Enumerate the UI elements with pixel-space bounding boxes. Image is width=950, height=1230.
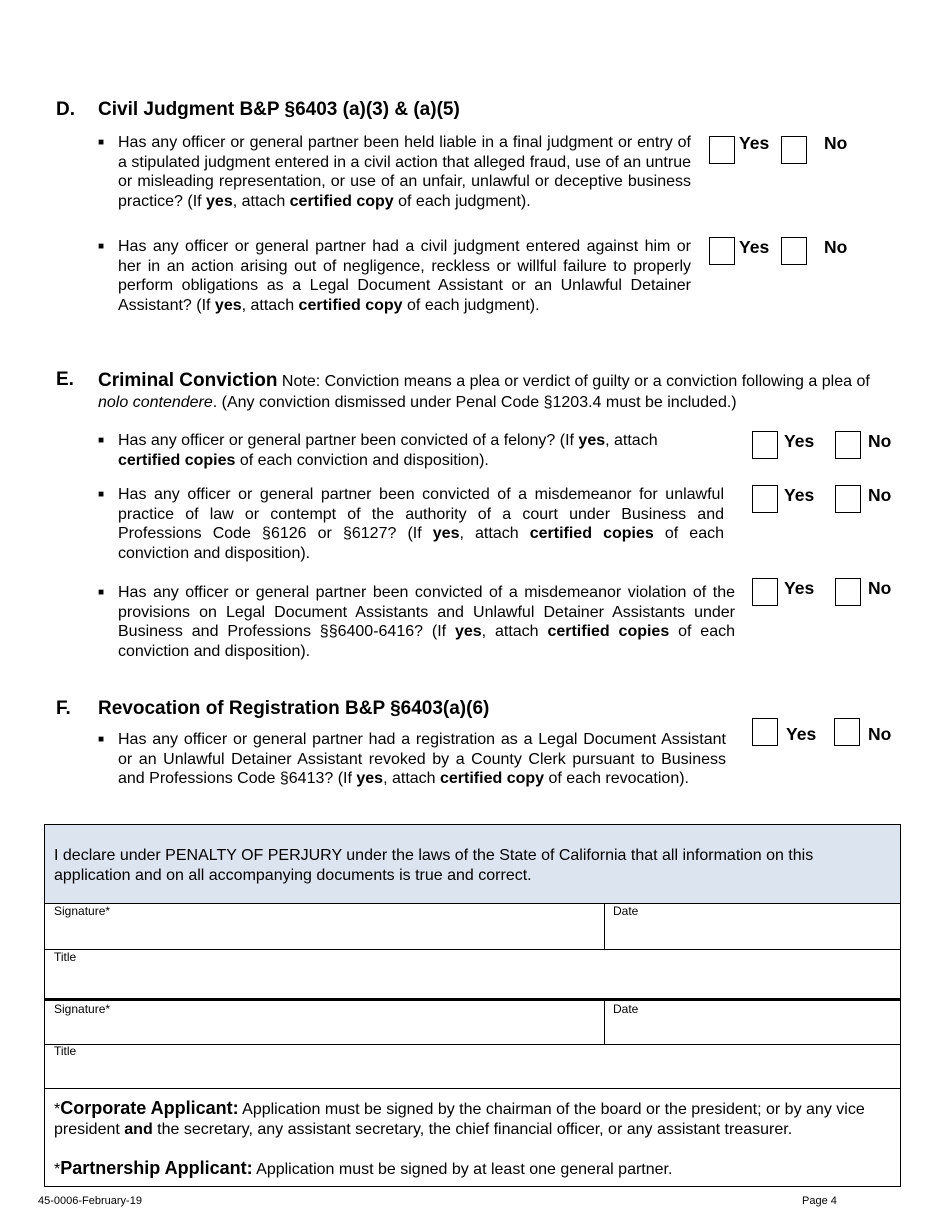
e2-no-label: No <box>868 485 892 505</box>
title-1-field[interactable] <box>45 950 900 998</box>
title-2-label: Title <box>54 1044 77 1058</box>
d1-no-label: No <box>824 133 848 153</box>
e1-yes-checkbox[interactable] <box>752 431 778 459</box>
bullet-icon: ■ <box>98 435 105 446</box>
signature-1-label: Signature* <box>54 904 111 918</box>
d1-yes-checkbox[interactable] <box>709 136 735 164</box>
e3-yes-checkbox[interactable] <box>752 578 778 606</box>
section-e-question-1: Has any officer or general partner been convicted of a felony? (If yes, attach certified copies of each conviction and disposition). <box>118 432 658 469</box>
bullet-icon: ■ <box>98 587 105 598</box>
partnership-applicant-note: *Partnership Applicant: Application must be signed by at least one general partner. <box>54 1158 673 1178</box>
date-1-label: Date <box>613 904 639 918</box>
bullet-icon: ■ <box>98 734 105 745</box>
section-e-question-2: Has any officer or general partner been convicted of a misdemeanor for unlawful practice of law or contempt of the authority of a court under Business and Professions Code §6126 or §6127? (If yes, attach certified copies of each conviction and disposition). <box>118 486 724 562</box>
section-e-letter: E. <box>56 369 74 390</box>
title-2-field[interactable] <box>45 1045 900 1088</box>
e2-yes-checkbox[interactable] <box>752 485 778 513</box>
signature-1-field[interactable] <box>45 904 604 949</box>
section-e-heading: Criminal Conviction Note: Conviction means a plea or verdict of guilty or a conviction following a plea of nolo contendere. (Any conviction dismissed under Penal Code §1203.4 must be included.) <box>98 370 870 411</box>
e3-no-label: No <box>868 578 892 598</box>
d2-yes-label: Yes <box>739 237 770 257</box>
title-1-label: Title <box>54 950 77 964</box>
f1-no-checkbox[interactable] <box>834 718 860 746</box>
section-f-title: Revocation of Registration B&P §6403(a)(6) <box>98 698 490 719</box>
form-id: 45-0006-February-19 <box>38 1195 142 1207</box>
signature-2-field[interactable] <box>45 1001 604 1044</box>
signature-2-label: Signature* <box>54 1002 111 1016</box>
declaration-statement-panel <box>45 825 900 904</box>
e1-yes-label: Yes <box>784 431 815 451</box>
section-f-question-1: Has any officer or general partner had a registration as a Legal Document Assistant or an Unlawful Detainer Assistant revoked by a County Clerk pursuant to Business and Professions Code §6413? (If yes, attach certified copy of each revocation). <box>118 731 726 787</box>
d1-yes-label: Yes <box>739 133 770 153</box>
e2-yes-label: Yes <box>784 485 815 505</box>
e3-yes-label: Yes <box>784 578 815 598</box>
f1-yes-checkbox[interactable] <box>752 718 778 746</box>
bullet-icon: ■ <box>98 489 105 500</box>
d2-no-checkbox[interactable] <box>781 237 807 265</box>
section-e-question-3: Has any officer or general partner been convicted of a misdemeanor violation of the provisions on Legal Document Assistants and Unlawful Detainer Assistants under Business and Professions §§6400-6416? (If yes, attach certified copies of each conviction and disposition). <box>118 584 736 660</box>
e2-no-checkbox[interactable] <box>835 485 861 513</box>
divider <box>45 1088 900 1089</box>
bullet-icon: ■ <box>98 137 105 148</box>
corporate-applicant-note: *Corporate Applicant: Application must be signed by the chairman of the board or the president; or by any vice president and the secretary, any assistant secretary, the chief financial officer, or any assistant treasurer. <box>54 1098 865 1138</box>
section-d-title: Civil Judgment B&P §6403 (a)(3) & (a)(5) <box>98 99 460 120</box>
section-f-letter: F. <box>56 698 71 719</box>
section-d-question-1: Has any officer or general partner been held liable in a final judgment or entry of a stipulated judgment entered in a civil action that alleged fraud, use of an untrue or misleading representation, or use of an unfair, unlawful or deceptive business practice? (If yes, attach certified copy of each judgment). <box>118 134 691 210</box>
e1-no-label: No <box>868 431 892 451</box>
f1-yes-label: Yes <box>786 724 817 744</box>
d2-yes-checkbox[interactable] <box>709 237 735 265</box>
bullet-icon: ■ <box>98 241 105 252</box>
section-d-question-2: Has any officer or general partner had a civil judgment entered against him or her in an action arising out of negligence, reckless or willful failure to properly perform obligations as a Legal Document Assistant or an Unlawful Detainer Assistant? (If yes, attach certified copy of each judgment). <box>118 238 691 314</box>
section-e-title: Criminal Conviction <box>98 370 278 391</box>
e3-no-checkbox[interactable] <box>835 578 861 606</box>
section-d-letter: D. <box>56 99 75 120</box>
declaration-box <box>44 824 901 1187</box>
page-number: Page 4 <box>802 1195 837 1207</box>
date-2-field[interactable] <box>605 1001 900 1044</box>
d1-no-checkbox[interactable] <box>781 136 807 164</box>
date-2-label: Date <box>613 1002 639 1016</box>
d2-no-label: No <box>824 237 848 257</box>
date-1-field[interactable] <box>605 904 900 949</box>
e1-no-checkbox[interactable] <box>835 431 861 459</box>
f1-no-label: No <box>868 724 892 744</box>
declaration-statement: I declare under PENALTY OF PERJURY under the laws of the State of California that all information on this application and on all accompanying documents is true and correct. <box>54 847 814 884</box>
